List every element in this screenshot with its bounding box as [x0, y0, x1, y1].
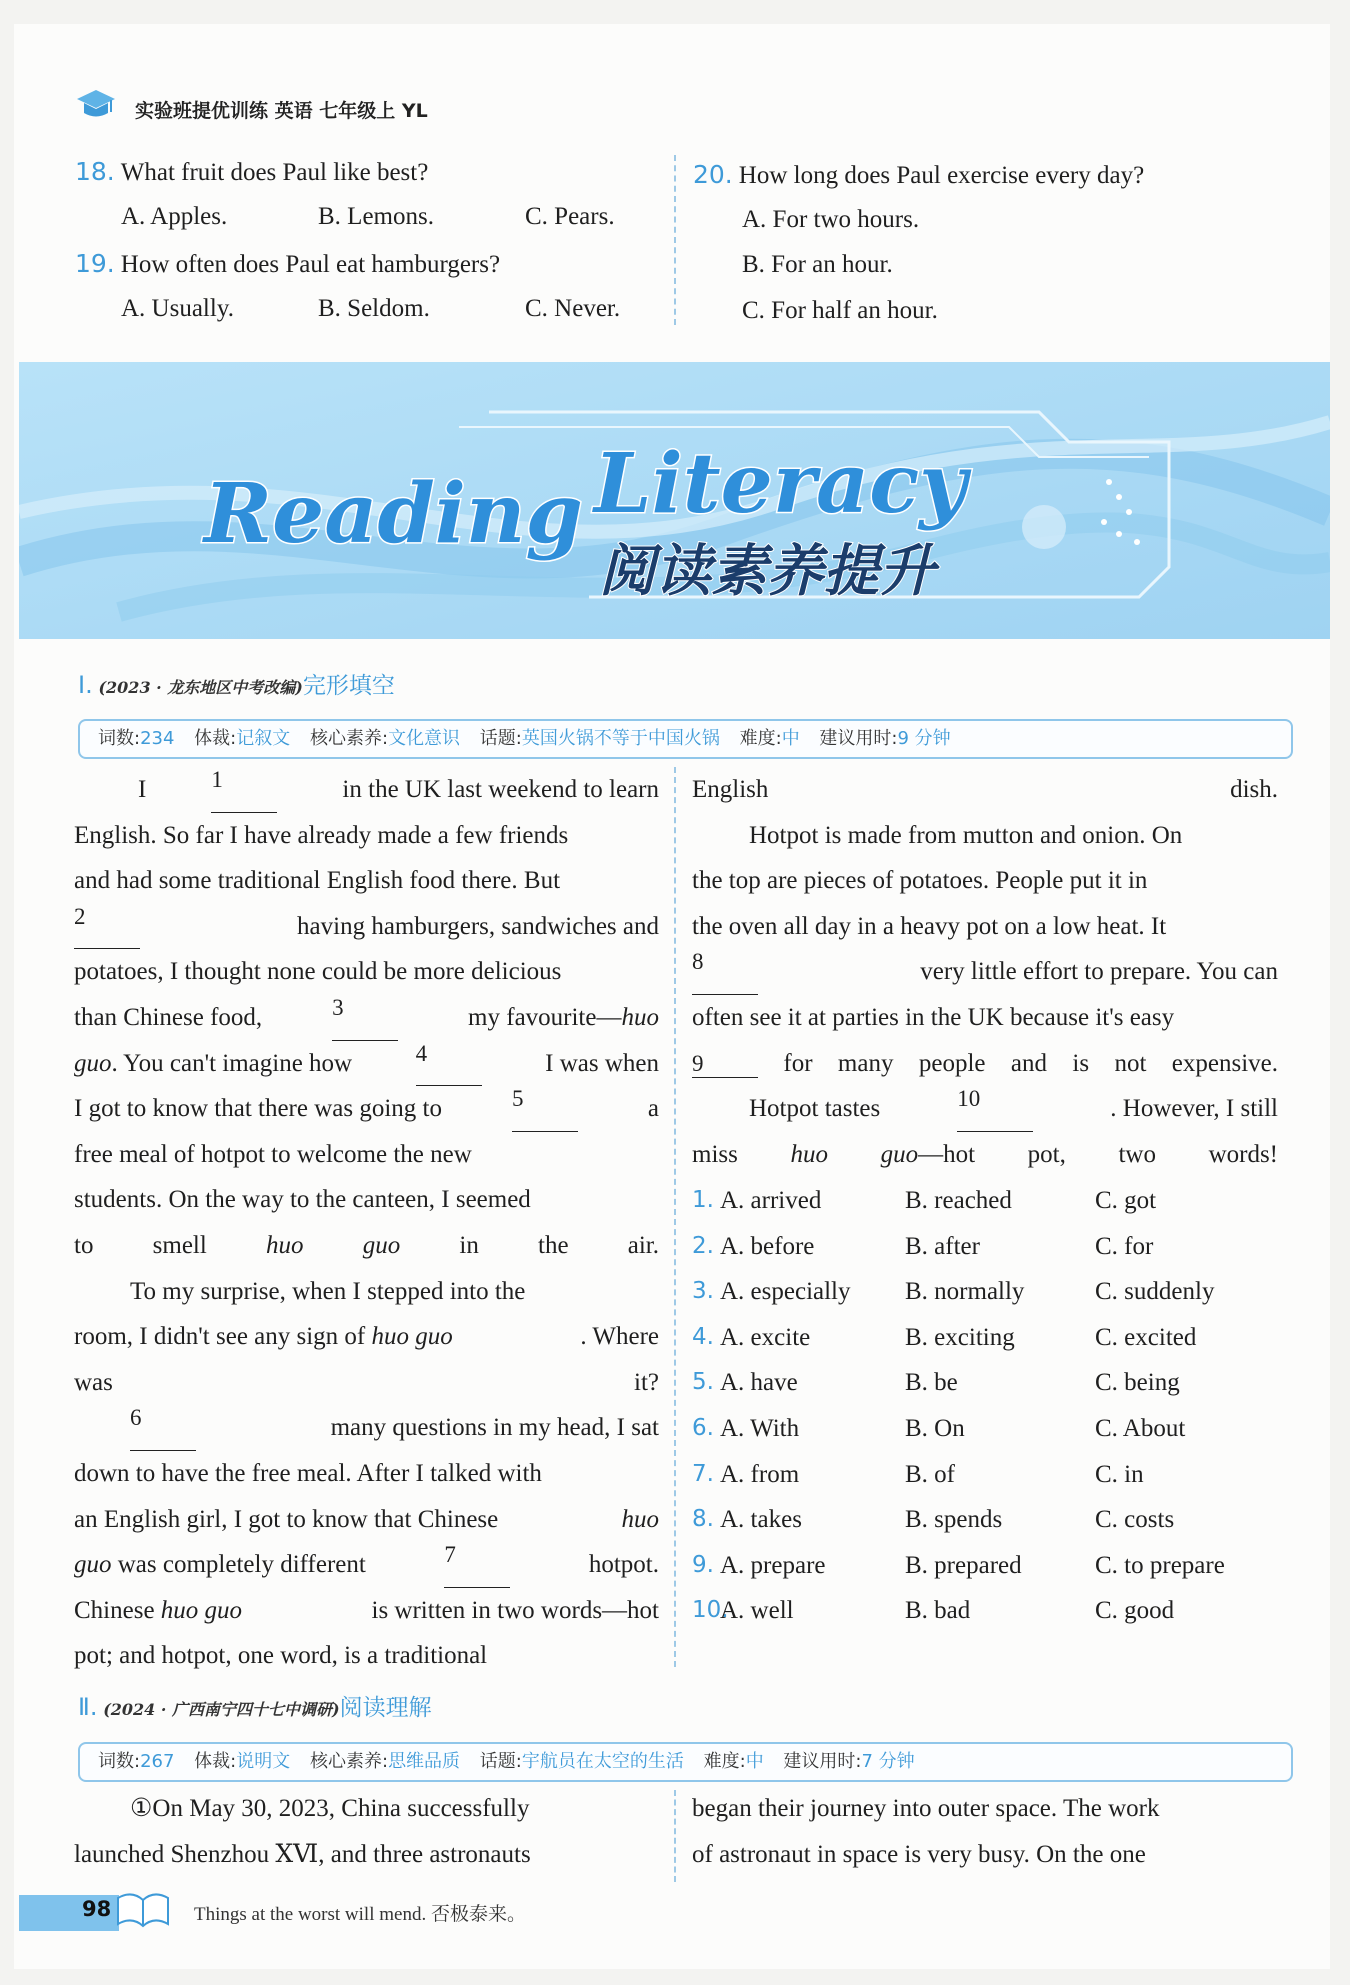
option-c: C. suddenly [1095, 1278, 1215, 1306]
option-c: C. costs [1095, 1506, 1175, 1534]
option-a: A. before [720, 1232, 815, 1260]
option-b: B. spends [905, 1506, 1003, 1534]
option-row [692, 1178, 1282, 1224]
option-a: A. especially [720, 1278, 851, 1306]
blank-7: 7 [444, 1542, 510, 1588]
blank-9: 9 [692, 1051, 758, 1078]
section-2-title: Ⅱ. (2024 · 广西南宁四十七中调研)阅读理解 [78, 1693, 432, 1721]
option-number: 10. [692, 1597, 729, 1624]
q19-option-b: B. Seldom. [318, 295, 430, 322]
q20-option-c: C. For half an hour. [742, 297, 938, 324]
q20-option-a: A. For two hours. [742, 206, 920, 233]
option-a: A. from [720, 1460, 800, 1488]
option-number: 5. [692, 1369, 714, 1396]
option-c: C. for [1095, 1232, 1154, 1260]
q19-option-c: C. Never. [525, 295, 621, 322]
option-b: B. prepared [905, 1551, 1022, 1579]
section-1-info-bar: 词数:234 体裁:记叙文 核心素养:文化意识 话题:英国火锅不等于中国火锅 难度:中 建议用时:9 分钟 [78, 719, 1293, 759]
option-number: 1. [692, 1187, 714, 1213]
option-c: C. to prepare [1095, 1551, 1225, 1579]
option-number: 9. [692, 1551, 714, 1578]
footer-motto: Things at the worst will mend. 否极泰来。 [194, 1904, 526, 1925]
column-divider-section-2 [674, 1790, 676, 1882]
option-b: B. be [905, 1369, 958, 1397]
option-b: B. after [905, 1232, 980, 1260]
option-c: C. good [1095, 1597, 1175, 1625]
option-b: B. of [905, 1460, 955, 1488]
cloze-options-list [692, 1178, 1282, 1634]
banner-title-reading: Reading [204, 466, 583, 562]
section-2-info-bar: 词数:267 体裁:说明文 核心素养:思维品质 话题:宇航员在太空的生活 难度:中 建议用时:7 分钟 [78, 1742, 1293, 1782]
q18-option-b: B. Lemons. [318, 203, 434, 230]
graduation-cap-icon [76, 88, 116, 122]
book-header-title: 实验班提优训练 英语 七年级上 YL [135, 100, 428, 122]
option-b: B. reached [905, 1187, 1012, 1214]
option-number: 8. [692, 1506, 714, 1533]
blank-2: 2 [74, 904, 140, 950]
option-b: B. exciting [905, 1323, 1015, 1351]
option-row [692, 1497, 1282, 1543]
page-number: 98 [82, 1897, 112, 1921]
option-number: 2. [692, 1232, 714, 1259]
option-c: C. excited [1095, 1323, 1197, 1351]
option-number: 6. [692, 1414, 714, 1441]
option-a: A. prepare [720, 1551, 826, 1579]
option-c: C. being [1095, 1369, 1180, 1397]
option-number: 7. [692, 1460, 714, 1487]
option-c: C. got [1095, 1187, 1157, 1214]
reading-passage-right: began their journey into outer space. The work of astronaut in space is very busy. On the one [692, 1795, 1160, 1868]
blank-8: 8 [692, 949, 758, 995]
blank-1: 1 [211, 767, 277, 813]
cloze-passage-right: English dish. Hotpot is made from mutton and onion. On the top are pieces of potatoes. People put it in the oven all day in a heavy pot on a low heat. It 8 very little effort to prepare. You can often see it at parties in the UK because it's easy 9 for many people and is not expensive. Hotpot tastes 10 . However, I still miss huo guo—hot pot, two words! [692, 776, 1279, 1168]
option-row [692, 1315, 1282, 1361]
blank-5: 5 [512, 1086, 578, 1132]
banner-title-chinese: 阅读素养提升 [599, 539, 935, 604]
option-row [692, 1406, 1282, 1452]
option-a: A. takes [720, 1506, 802, 1534]
column-divider-section-1 [674, 767, 676, 1667]
option-c: C. About [1095, 1414, 1186, 1442]
option-c: C. in [1095, 1460, 1144, 1488]
blank-3: 3 [332, 995, 398, 1041]
option-row [692, 1452, 1282, 1498]
option-row [692, 1543, 1282, 1589]
question-20: 20. How long does Paul exercise every day? [693, 160, 1145, 189]
open-book-icon [112, 1886, 174, 1932]
q19-option-a: A. Usually. [121, 295, 234, 322]
banner-decoration [19, 362, 1330, 639]
q20-option-b: B. For an hour. [742, 251, 893, 278]
q18-option-c: C. Pears. [525, 203, 615, 230]
blank-6: 6 [130, 1405, 196, 1451]
option-a: A. With [720, 1414, 800, 1442]
reading-passage-left: ①On May 30, 2023, China successfully launched Shenzhou ⅩⅥ, and three astronauts [74, 1795, 531, 1868]
option-b: B. bad [905, 1597, 971, 1625]
option-number: 3. [692, 1278, 714, 1305]
option-row [692, 1224, 1282, 1270]
option-a: A. well [720, 1597, 794, 1625]
question-19: 19. How often does Paul eat hamburgers? [75, 249, 501, 278]
option-row [692, 1269, 1282, 1315]
option-row [692, 1360, 1282, 1406]
option-a: A. excite [720, 1323, 811, 1351]
blank-4: 4 [416, 1041, 482, 1087]
option-b: B. normally [905, 1278, 1025, 1306]
option-number: 4. [692, 1323, 714, 1350]
reading-literacy-banner [19, 362, 1330, 639]
option-a: A. have [720, 1369, 798, 1397]
banner-title-literacy: Literacy [594, 436, 967, 532]
option-b: B. On [905, 1414, 965, 1442]
question-18: 18. What fruit does Paul like best? [75, 157, 429, 186]
q18-option-a: A. Apples. [121, 203, 228, 230]
blank-10: 10 [957, 1086, 1033, 1132]
option-a: A. arrived [720, 1187, 822, 1214]
cloze-passage-left: I 1 in the UK last weekend to learn English. So far I have already made a few friends and had some traditional English food there. But 2 having hamburgers, sandwiches and potatoes, I thought none could be more delicious than Chinese food, 3 my favourite—huo guo. You can't imagine how 4 I was when I got to know that there was going to 5 a free meal of hotpot to welcome the new students. On the way to the canteen, I seemed to smell huo guo in the air. To my surprise, when I stepped into the room, I didn't see any sign of huo guo . Where was it? 6 many questions in my head, I sat down to have the free meal. After I talked with an English girl, I got to know that Chinese huo guo was completely different 7 hotpot. Chinese huo guo is written in two words—hot pot; and hotpot, one word, is a traditional [74, 767, 660, 1670]
section-1-title: Ⅰ. (2023 · 龙东地区中考改编)完形填空 [78, 671, 395, 699]
column-divider [674, 155, 676, 325]
option-row [692, 1588, 1282, 1634]
